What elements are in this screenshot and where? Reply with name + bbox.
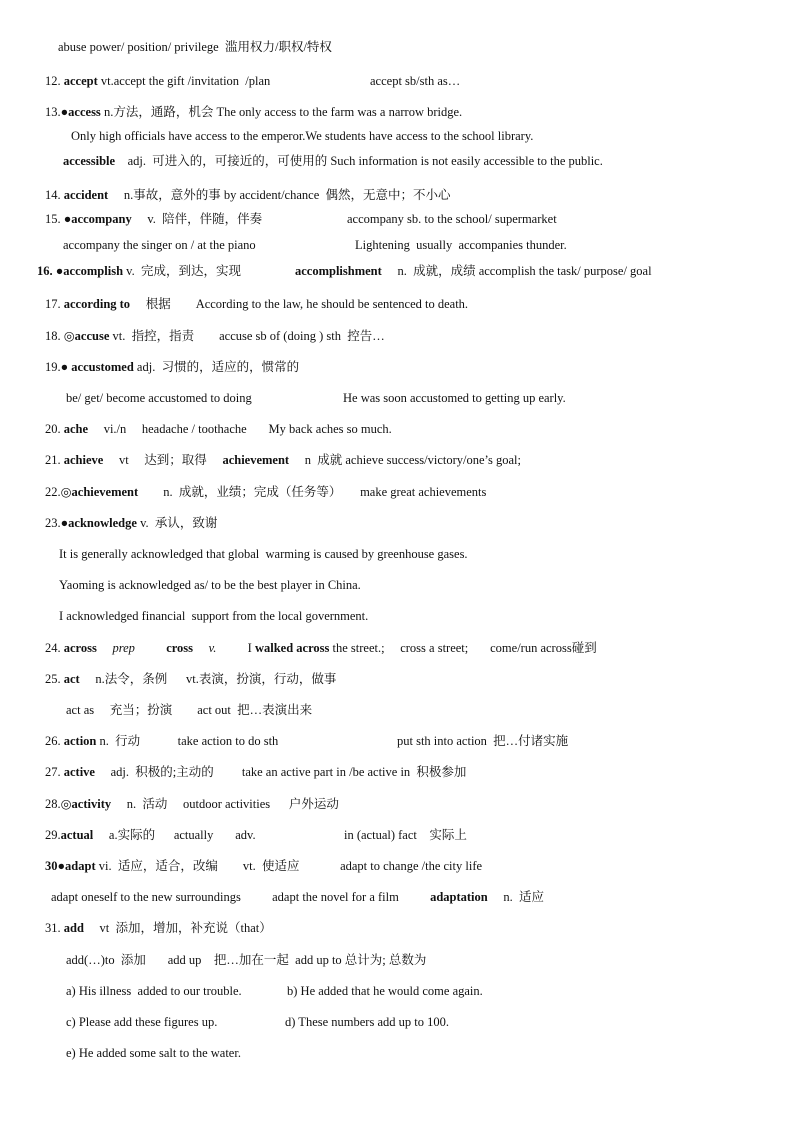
headword-text: walked across: [254, 641, 330, 655]
entry-text: n. 活动 outdoor activities 户外运动: [111, 797, 339, 811]
headword-text: according to: [63, 297, 131, 311]
entry-line: [71, 128, 533, 144]
entry-text: n. 成就，业绩；完成（任务等） make great achievements: [138, 485, 487, 499]
entry-line: [285, 1014, 449, 1030]
entry-line: [45, 515, 217, 531]
entry-line: [63, 153, 603, 169]
headword-text: cross: [166, 641, 194, 655]
entry-text: v. 承认，致谢: [136, 516, 218, 530]
entry-line: [51, 889, 544, 905]
entry-text: 26.: [45, 734, 64, 748]
entry-text: n.事故，意外的事 by accident/chance 偶然，无意中；不小心: [108, 188, 451, 202]
entry-text: adj. 可进入的，可接近的，可使用的 Such information is not easily accessible to the public.: [115, 154, 603, 168]
entry-text: the street.; cross a street; come/run across碰到: [329, 641, 597, 655]
entry-line: [45, 858, 482, 874]
entry-text: I: [216, 641, 255, 655]
headword-text: add: [63, 921, 84, 935]
entry-text: act as 充当；扮演 act out 把…表演出来: [66, 703, 313, 717]
entry-text: b) He added that he would come again.: [287, 984, 483, 998]
entry-line: [66, 1045, 241, 1061]
headword-text: ●acknowledge: [60, 516, 137, 530]
entry-text: be/ get/ become accustomed to doing: [66, 391, 252, 405]
entry-text: adapt oneself to the new surroundings adapt the novel for a film: [51, 890, 431, 904]
headword-text: actual: [60, 828, 94, 842]
headword-text: act: [63, 672, 80, 686]
entry-text: v. 陪伴，伴随，伴奏: [131, 212, 263, 226]
entry-text: 23.: [45, 516, 61, 530]
entry-text: 12.: [45, 74, 64, 88]
entry-text: It is generally acknowledged that global warming is caused by greenhouse gases.: [59, 547, 468, 561]
entry-line: [66, 952, 426, 968]
entry-line: [66, 983, 242, 999]
entry-line: [66, 390, 252, 406]
entry-text: a.实际的 actually adv.: [93, 828, 256, 842]
entry-text: vi./n headache / toothache My back aches so much.: [88, 422, 392, 436]
headword-text: ● accustomed: [60, 360, 134, 374]
entry-line: [37, 263, 241, 279]
entry-text: [135, 641, 166, 655]
entry-text: 19.: [45, 360, 61, 374]
entry-text: accompany sb. to the school/ supermarket: [347, 212, 557, 226]
entry-text: I acknowledged financial support from the local government.: [59, 609, 369, 623]
entry-line: [59, 546, 468, 562]
entry-text: vt 添加，增加，补充说（that）: [83, 921, 272, 935]
entry-text: a) His illness added to our trouble.: [66, 984, 242, 998]
entry-text: Only high officials have access to the emperor.We students have access to the school library.: [71, 129, 534, 143]
entry-text: c) Please add these figures up.: [66, 1015, 218, 1029]
headword-text: achievement: [222, 453, 290, 467]
entry-text: 根据 According to the law, he should be sentenced to death.: [130, 297, 469, 311]
headword-text: accident: [63, 188, 109, 202]
entry-text: 21.: [45, 453, 64, 467]
entry-line: [45, 421, 392, 437]
entry-text: vt. 指控，指责 accuse sb of (doing ) sth 控告…: [109, 329, 385, 343]
part-of-speech-text: prep: [112, 641, 135, 655]
entry-text: [97, 641, 113, 655]
entry-text: n. 成就，成绩 accomplish the task/ purpose/ goal: [381, 264, 652, 278]
entry-text: He was soon accustomed to getting up early.: [343, 391, 566, 405]
entry-line: [45, 640, 597, 656]
entry-line: [45, 764, 466, 780]
entry-text: 22.: [45, 485, 61, 499]
entry-text: n. 行动 take action to do sth: [96, 734, 279, 748]
entry-line: [45, 104, 462, 120]
headword-text: ache: [63, 422, 89, 436]
entry-text: abuse power/ position/ privilege 滥用权力/职权/特权: [58, 40, 332, 54]
entry-line: [45, 733, 278, 749]
entry-text: n.方法，通路，机会 The only access to the farm was a narrow bridge.: [100, 105, 463, 119]
entry-text: n. 适应: [487, 890, 544, 904]
headword-text: ◎achievement: [60, 485, 139, 499]
entry-line: [45, 359, 299, 375]
headword-text: accept: [63, 74, 98, 88]
headword-text: ◎accuse: [63, 329, 110, 343]
entry-text: vi. 适应，适合，改编 vt. 使适应 adapt to change /the city life: [95, 859, 483, 873]
entry-line: [287, 983, 483, 999]
headword-text: action: [63, 734, 97, 748]
part-of-speech-text: v.: [208, 641, 217, 655]
entry-line: [370, 73, 460, 89]
entry-text: accompany the singer on / at the piano: [63, 238, 256, 252]
entry-text: e) He added some salt to the water.: [66, 1046, 241, 1060]
entry-line: [45, 827, 256, 843]
entry-text: 13.: [45, 105, 61, 119]
entry-text: 29.: [45, 828, 61, 842]
headword-text: active: [63, 765, 95, 779]
headword-text: accomplishment: [295, 264, 382, 278]
headword-text: ◎activity: [60, 797, 112, 811]
entry-line: [45, 796, 339, 812]
entry-text: 24.: [45, 641, 64, 655]
entry-line: [45, 73, 270, 89]
entry-line: [59, 608, 368, 624]
entry-text: 18.: [45, 329, 64, 343]
headword-text: ●access: [60, 105, 101, 119]
entry-text: 28.: [45, 797, 61, 811]
entry-text: 15.: [45, 212, 64, 226]
entry-text: 25.: [45, 672, 64, 686]
entry-text: accept sb/sth as…: [370, 74, 461, 88]
entry-text: 27.: [45, 765, 64, 779]
headword-text: 16. ●accomplish: [37, 264, 124, 278]
entry-line: [58, 39, 332, 55]
entry-text: vt.accept the gift /invitation /plan: [97, 74, 271, 88]
entry-line: [66, 702, 312, 718]
entry-line: [45, 328, 385, 344]
entry-line: [45, 920, 272, 936]
entry-line: [355, 237, 567, 253]
entry-text: adj. 习惯的，适应的，惯常的: [133, 360, 300, 374]
entry-text: vt 达到；取得: [103, 453, 223, 467]
entry-text: 14.: [45, 188, 64, 202]
entry-line: [59, 577, 361, 593]
entry-text: n.法令，条例 vt.表演，扮演，行动，做事: [79, 672, 337, 686]
entry-line: [45, 187, 451, 203]
entry-line: [45, 211, 262, 227]
entry-line: [63, 237, 256, 253]
entry-line: [347, 211, 557, 227]
entry-line: [397, 733, 568, 749]
entry-text: d) These numbers add up to 100.: [285, 1015, 449, 1029]
entry-text: 31.: [45, 921, 64, 935]
entry-text: put sth into action 把…付诸实施: [397, 734, 569, 748]
entry-text: [193, 641, 209, 655]
entry-text: n 成就 achieve success/victory/one’s goal;: [289, 453, 521, 467]
entry-text: add(…)to 添加 add up 把…加在一起 add up to 总计为; 总数为: [66, 953, 427, 967]
headword-text: across: [63, 641, 97, 655]
entry-text: v. 完成，到达，实现: [123, 264, 241, 278]
headword-text: achieve: [63, 453, 104, 467]
entry-text: Lightening usually accompanies thunder.: [355, 238, 567, 252]
entry-line: [45, 671, 336, 687]
entry-text: 17.: [45, 297, 64, 311]
entry-text: in (actual) fact 实际上: [344, 828, 467, 842]
entry-line: [45, 296, 468, 312]
entry-line: [344, 827, 467, 843]
headword-text: adaptation: [430, 890, 488, 904]
entry-line: [295, 263, 652, 279]
entry-line: [45, 484, 486, 500]
entry-line: [45, 452, 521, 468]
entry-text: adj. 积极的;主动的 take an active part in /be active in 积极参加: [94, 765, 467, 779]
entry-line: [66, 1014, 217, 1030]
headword-text: 30●adapt: [45, 859, 96, 873]
headword-text: ●accompany: [63, 212, 132, 226]
entry-text: 20.: [45, 422, 64, 436]
headword-text: accessible: [63, 154, 116, 168]
entry-line: [343, 390, 566, 406]
entry-text: Yaoming is acknowledged as/ to be the best player in China.: [59, 578, 361, 592]
